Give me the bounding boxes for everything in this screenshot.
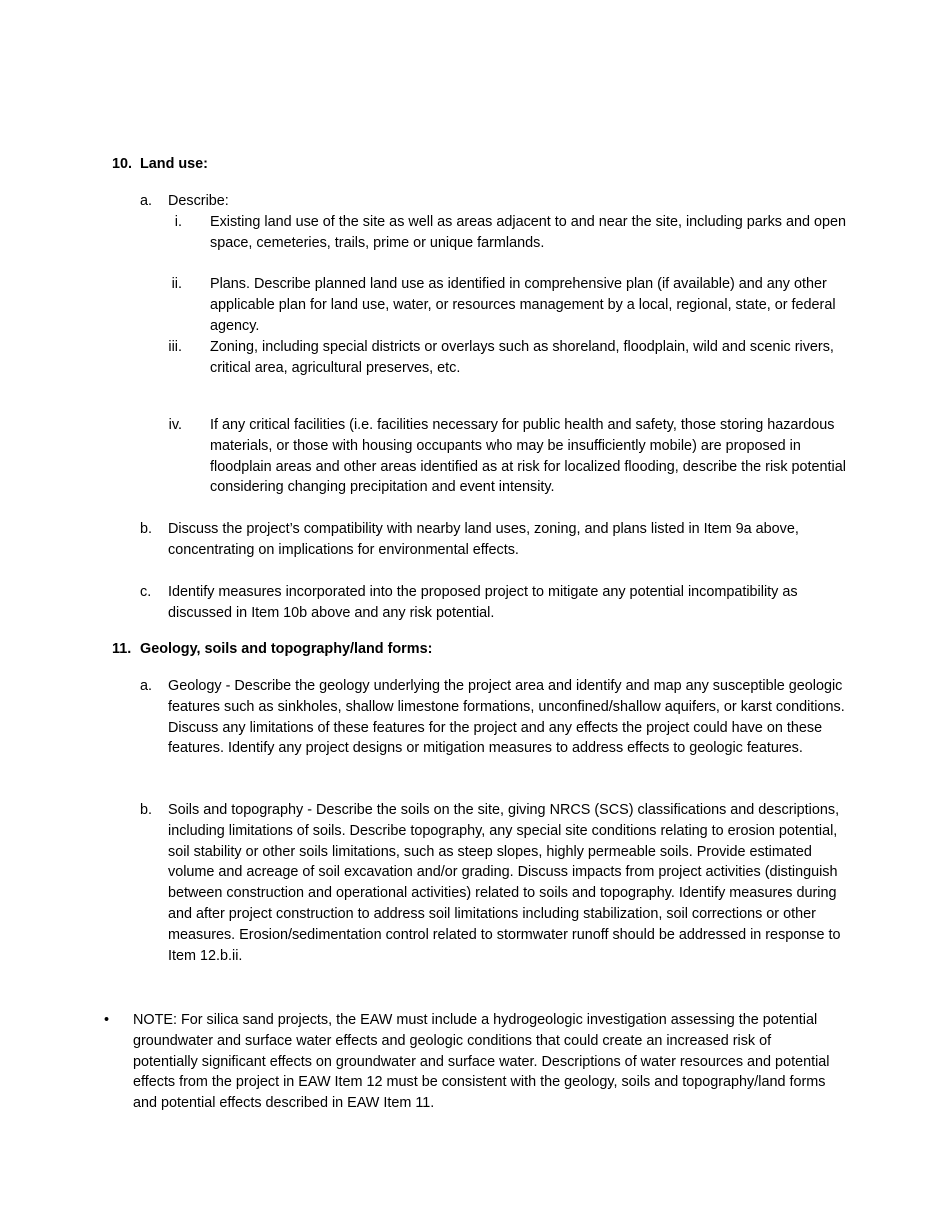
item-10c-label: c. bbox=[140, 584, 152, 600]
item-10a-iv-text: If any critical facilities (i.e. facilities necessary for public health and safety, those storing hazardous materials, or those with housing occupants who may be insufficiently mobile) are proposed in floodplain areas and other areas identified as at risk for localized flooding, describe the risk potential considering changing precipitation and event intensity. bbox=[210, 417, 846, 496]
section-11-number: 11. bbox=[112, 641, 132, 657]
item-10a-ii-label: ii. bbox=[171, 276, 182, 292]
item-10b-label: b. bbox=[140, 521, 153, 537]
item-10a-i-label: i. bbox=[174, 214, 182, 230]
item-10a-i-text: Existing land use of the site as well as areas adjacent to and near the site, including parks and open space, cemeteries, trails, prime or unique farmlands. bbox=[210, 214, 846, 251]
item-10a-ii-text: Plans. Describe planned land use as identified in comprehensive plan (if available) and any other applicable plan for land use, water, or resources management by a local, regional, state, or federal agency. bbox=[210, 276, 836, 334]
item-10a-iv-label: iv. bbox=[168, 417, 182, 433]
item-10a-iii-text: Zoning, including special districts or overlays such as shoreland, floodplain, wild and scenic rivers, critical area, agricultural preserves, etc. bbox=[210, 339, 834, 376]
item-11a-label: a. bbox=[140, 678, 153, 694]
item-11b-label: b. bbox=[140, 802, 153, 818]
section-10-title: Land use: bbox=[140, 156, 208, 172]
item-10a-text: Describe: bbox=[168, 193, 229, 209]
bullet-icon: • bbox=[104, 1012, 110, 1028]
item-10b-text: Discuss the project’s compatibility with nearby land uses, zoning, and plans listed in Item 9a above, concentrating on implications for environmental effects. bbox=[168, 521, 799, 558]
item-10c-text: Identify measures incorporated into the proposed project to mitigate any potential incompatibility as discussed in Item 10b above and any risk potential. bbox=[168, 584, 798, 621]
section-11-title: Geology, soils and topography/land forms: bbox=[140, 641, 433, 657]
item-11a-text: Geology - Describe the geology underlying the project area and identify and map any susceptible geologic features such as sinkholes, shallow limestone formations, unconfined/shallow aquifers, or karst conditions. Discuss any limitations of these features for the project and any effects the project could have on these features. Identify any project designs or mitigation measures to address effects to geologic features. bbox=[168, 678, 845, 757]
note-text: NOTE: For silica sand projects, the EAW must include a hydrogeologic investigation assessing the potential groundwater and surface water effects and geologic conditions that could create an increased risk of potentially significant effects on groundwater and surface water. Descriptions of water resources and potential effects from the project in EAW Item 12 must be consistent with the geology, soils and topography/land forms and potential effects described in EAW Item 11. bbox=[133, 1012, 830, 1112]
section-10-number: 10. bbox=[112, 156, 133, 172]
item-11b-text: Soils and topography - Describe the soils on the site, giving NRCS (SCS) classifications and descriptions, including limitations of soils. Describe topography, any special site conditions relating to erosion potential, soil stability or other soils limitations, such as steep slopes, highly permeable soils. Provide estimated volume and acreage of soil excavation and/or grading. Discuss impacts from project activities (distinguish between construction and operational activities) related to soils and topography. Identify measures during and after project construction to address soil limitations including stabilization, soil corrections or other measures. Erosion/sedimentation control related to stormwater runoff should be addressed in response to Item 12.b.ii. bbox=[168, 802, 841, 964]
item-10a-iii-label: iii. bbox=[168, 339, 182, 355]
item-10a-label: a. bbox=[140, 193, 153, 209]
